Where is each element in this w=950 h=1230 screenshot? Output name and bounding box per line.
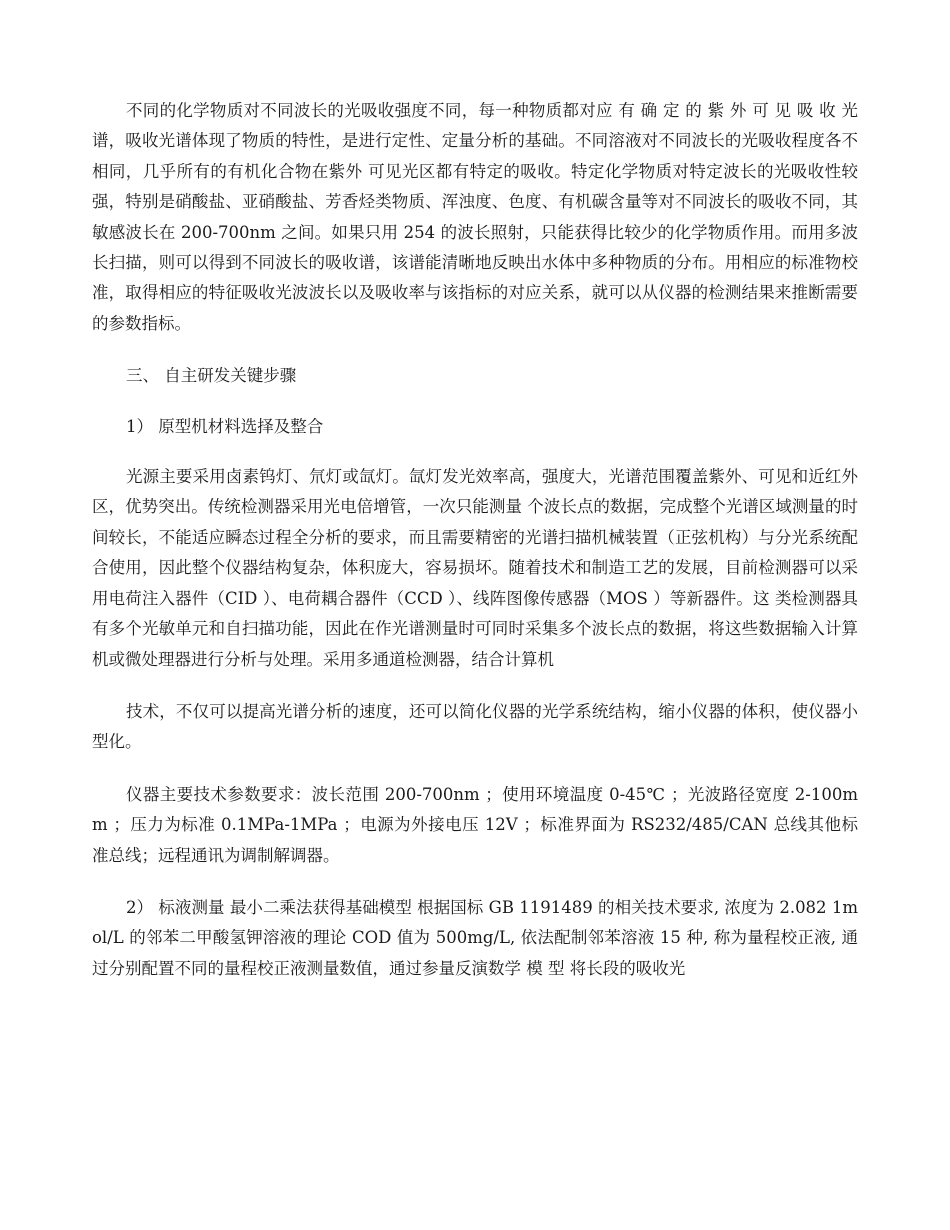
paragraph-technical-parameters: 仪器主要技术参数要求：波长范围 200-700nm ；使用环境温度 0-45℃ ；光波路径宽度 2-100mm ；压力为标准 0.1MPa-1MPa ；电源为外接电压 12V ；标准界面为 RS232/485/CAN 总线其他标准总线；远程通讯为调制解调器。 — [92, 784, 858, 865]
subheading-prototype-materials: 1） 原型机材料选择及整合 — [126, 416, 324, 436]
section-heading-key-steps: 三、 自主研发关键步骤 — [126, 366, 297, 386]
paragraph-light-source: 光源主要采用卤素钨灯、氘灯或氙灯。氙灯发光效率高，强度大，光谱范围覆盖紫外、可见和近红外区，优势突出。传统检测器采用光电倍增管，一次只能测量 个波长点的数据，完成整个光谱区域测量的时间较长，不能适应瞬态过程全分析的要求，而且需要精密的光谱扫描机械装置（正弦机构）与分光系统配合使用，因此整个仪器结构复杂，体积庞大，容易损坏。随着技术和制造工艺的发展，目前检测器可以采用电荷注入器件（CID ）、电荷耦合器件（CCD ）、线阵图像传感器（MOS ）等新器件。这 类检测器具有多个光敏单元和自扫描功能，因此在作光谱测量时可同时采集多个波长点的数据，将这些数据输入计算机或微处理器进行分析与处理。采用多通道检测器，结合计算机 — [92, 467, 858, 669]
paragraph-standard-solution: 2） 标液测量 最小二乘法获得基础模型 根据国标 GB 1191489 的相关技术要求, 浓度为 2.082 1mol/L 的邻苯二甲酸氢钾溶液的理论 COD 值为 500mg/L, 依法配制邻苯溶液 15 种, 称为量程校正液, 通过分别配置不同的量程校正液测量数值，通过参量反演数学 模 型 将长段的吸收光 — [92, 897, 858, 978]
paragraph-miniaturization: 技术，不仅可以提高光谱分析的速度，还可以简化仪器的光学系统结构，缩小仪器的体积，使仪器小型化。 — [92, 701, 858, 752]
paragraph-absorption-principle: 不同的化学物质对不同波长的光吸收强度不同，每一种物质都对应 有 确 定 的 紫 外 可 见 吸 收 光谱，吸收光谱体现了物质的特性，是进行定性、定量分析的基础。不同溶液对不同波长的光吸收程度各不相同，几乎所有的有机化合物在紫外 可见光区都有特定的吸收。特定化学物质对特定波长的光吸收性较强，特别是硝酸盐、亚硝酸盐、芳香烃类物质、浑浊度、色度、有机碳含量等对不同波长的吸收不同，其敏感波长在 200-700nm 之间。如果只用 254 的波长照射，只能获得比较少的化学物质作用。而用多波长扫描，则可以得到不同波长的吸收谱，该谱能清晰地反映出水体中多种物质的分布。用相应的标准物校准，取得相应的特征吸收光波波长以及吸收率与该指标的对应关系，就可以从仪器的检测结果来推断需要的参数指标。 — [92, 101, 858, 333]
document-body — [92, 96, 858, 984]
